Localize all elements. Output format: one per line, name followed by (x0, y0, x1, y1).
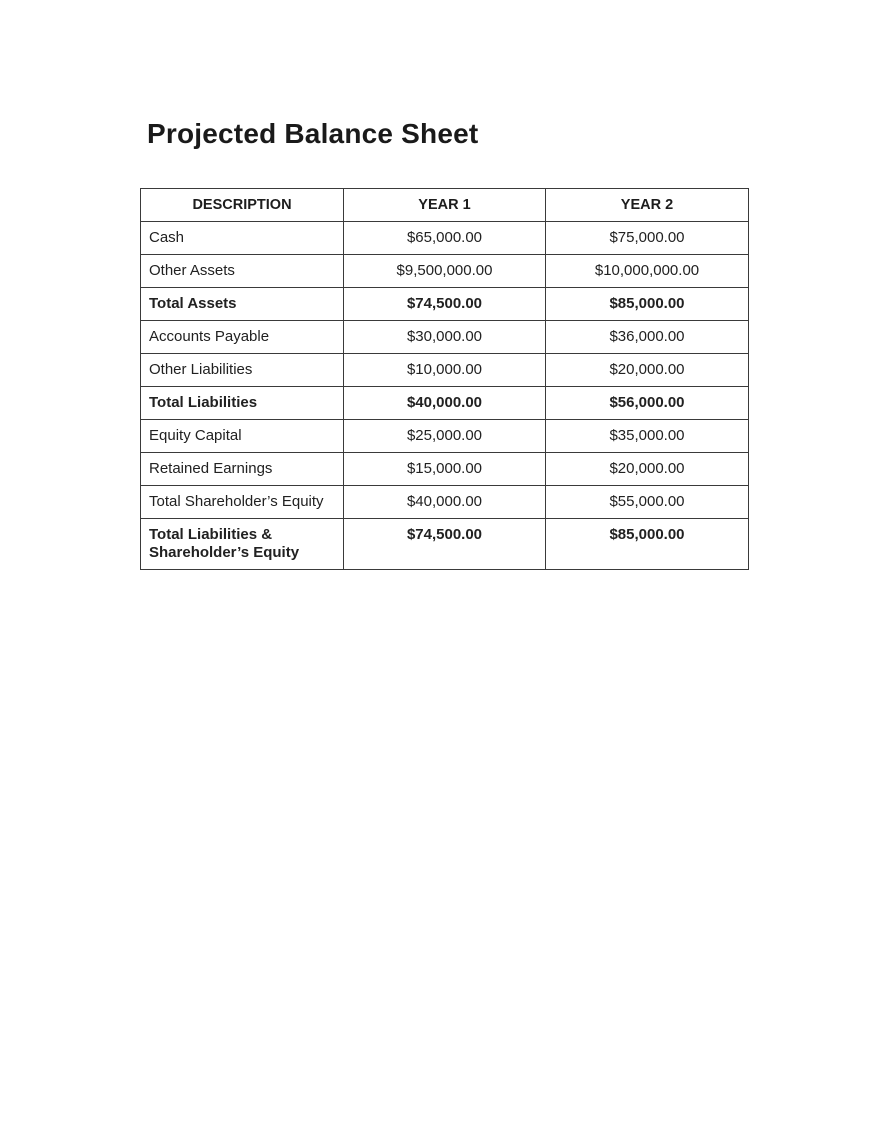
cell-year2: $20,000.00 (546, 354, 749, 387)
cell-description: Retained Earnings (141, 453, 344, 486)
cell-description: Other Liabilities (141, 354, 344, 387)
cell-year2: $36,000.00 (546, 321, 749, 354)
table-row-total-assets (141, 288, 749, 321)
table-row-total-liabilities-and-equity (141, 519, 749, 570)
page-title: Projected Balance Sheet (147, 118, 479, 149)
table-row-other-liabilities (141, 354, 749, 387)
table-row-total-shareholders-equity (141, 486, 749, 519)
table-row-accounts-payable (141, 321, 749, 354)
cell-year1: $9,500,000.00 (344, 255, 546, 288)
cell-year2: $10,000,000.00 (546, 255, 749, 288)
column-header-description: DESCRIPTION (141, 189, 344, 222)
cell-year1: $74,500.00 (344, 288, 546, 321)
table-header-row (141, 189, 749, 222)
cell-description: Total Assets (141, 288, 344, 321)
table-row-other-assets (141, 255, 749, 288)
cell-description: Equity Capital (141, 420, 344, 453)
cell-year2: $55,000.00 (546, 486, 749, 519)
cell-year1: $40,000.00 (344, 486, 546, 519)
cell-year1: $40,000.00 (344, 387, 546, 420)
cell-description: Accounts Payable (141, 321, 344, 354)
cell-year1: $65,000.00 (344, 222, 546, 255)
column-header-year1: YEAR 1 (344, 189, 546, 222)
table-row-total-liabilities (141, 387, 749, 420)
cell-year2: $56,000.00 (546, 387, 749, 420)
column-header-year2: YEAR 2 (546, 189, 749, 222)
cell-description: Other Assets (141, 255, 344, 288)
cell-year2: $85,000.00 (546, 288, 749, 321)
cell-year2: $75,000.00 (546, 222, 749, 255)
cell-description: Cash (141, 222, 344, 255)
cell-year1: $74,500.00 (344, 519, 546, 570)
cell-year2: $20,000.00 (546, 453, 749, 486)
table-row-retained-earnings (141, 453, 749, 486)
cell-year1: $25,000.00 (344, 420, 546, 453)
cell-description: Total Liabilities & Shareholder’s Equity (141, 519, 344, 570)
table-row-equity-capital (141, 420, 749, 453)
cell-description: Total Shareholder’s Equity (141, 486, 344, 519)
cell-year2: $35,000.00 (546, 420, 749, 453)
table-row-cash (141, 222, 749, 255)
cell-description: Total Liabilities (141, 387, 344, 420)
balance-sheet-table (140, 188, 749, 570)
cell-year1: $10,000.00 (344, 354, 546, 387)
cell-year1: $15,000.00 (344, 453, 546, 486)
cell-year1: $30,000.00 (344, 321, 546, 354)
cell-year2: $85,000.00 (546, 519, 749, 570)
